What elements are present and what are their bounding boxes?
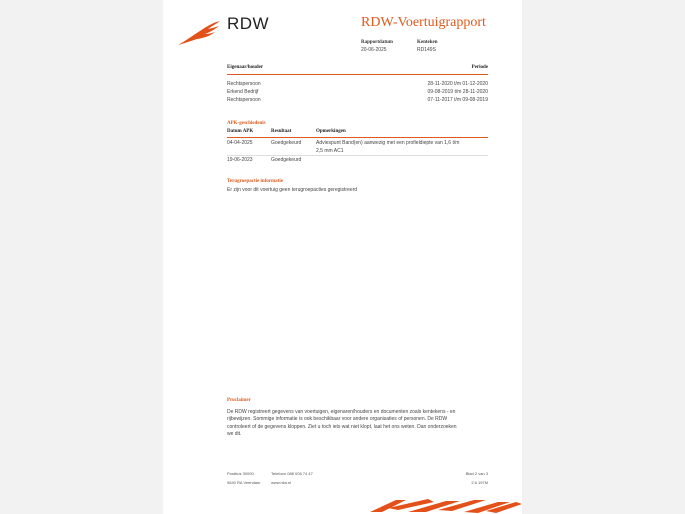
recall-heading: Terugroepactie informatie xyxy=(227,179,283,184)
footer-web[interactable]: www.rdw.nl xyxy=(271,480,292,485)
footer-code: 2.6.197M xyxy=(471,480,488,485)
rdw-logo-icon xyxy=(177,20,221,46)
disclaimer-line-4: we dit. xyxy=(227,431,242,438)
apk-row-2-result: Goedgekeurd xyxy=(271,157,302,163)
disclaimer-line-1: De RDW registreert gegevens van voertuigen, eigenaren/houders en documenten zoals kentekens - en xyxy=(227,409,456,415)
footer-postbus: Postbus 30000 xyxy=(227,471,254,476)
disclaimer-text xyxy=(227,409,497,439)
owner-row-1-period: 28-11-2020 t/m 01-12-2020 xyxy=(427,81,488,87)
disclaimer-heading: Proclaimer xyxy=(227,398,251,403)
owners-heading: Eigenaar/houder xyxy=(227,65,264,70)
apk-col-remarks: Opmerkingen xyxy=(316,129,346,134)
report-page xyxy=(163,0,522,514)
owner-row-3-period: 07-11-2017 t/m 09-08-2019 xyxy=(427,97,488,103)
apk-row-1-remark: Adviespunt Band(en) aanwezig met een profieldiepte van 1,6 t/m xyxy=(316,140,460,146)
plate-label: Kenteken xyxy=(417,40,438,45)
plate-value: RD149S xyxy=(417,47,436,53)
owner-row-1-type: Rechtspersoon xyxy=(227,81,261,87)
disclaimer-line-2: rijbewijzen. Sommige informatie is ook beschikbaar voor andere organisaties of personen. De RDW xyxy=(227,416,448,423)
footer-phone: Telefoon 088 008 74 47 xyxy=(271,471,313,476)
owners-divider xyxy=(227,74,488,75)
apk-col-date: Datum APK xyxy=(227,129,254,134)
owner-row-2-period: 09-08-2019 t/m 28-11-2020 xyxy=(427,89,488,95)
recall-text: Er zijn voor dit voertuig geen terugroepacties geregistreerd xyxy=(227,187,358,193)
footer-page-number: Blad 2 van 3 xyxy=(465,471,488,476)
owner-row-3-type: Rechtspersoon xyxy=(227,97,261,103)
apk-row-2-date: 19-06-2023 xyxy=(227,157,253,163)
period-heading: Periode xyxy=(471,65,488,70)
apk-col-result: Resultaat xyxy=(271,129,292,134)
apk-heading: APK-geschiedenis xyxy=(227,121,266,126)
apk-row-separator xyxy=(227,155,488,156)
disclaimer-line-3: controleert of de gegevens kloppen. Ziet u toch iets wat niet klopt, laat het ons weten. Dan onderzoeken xyxy=(227,423,457,430)
footer-stripes-icon xyxy=(368,496,522,514)
owner-row-2-type: Erkend Bedrijf xyxy=(227,89,259,95)
report-date-value: 20-06-2025 xyxy=(361,47,387,53)
apk-row-1-date: 04-04-2025 xyxy=(227,140,253,146)
apk-row-1-result: Goedgekeurd xyxy=(271,140,302,146)
apk-divider xyxy=(227,137,488,138)
report-date-label: Rapportdatum xyxy=(361,40,393,45)
report-title: RDW-Voertuigrapport xyxy=(361,15,486,30)
apk-row-1-remark-cont: 2,5 mm AC1 xyxy=(316,148,344,154)
footer-city: 9640 RA Veendam xyxy=(227,480,261,485)
brand-name: RDW xyxy=(227,14,270,33)
